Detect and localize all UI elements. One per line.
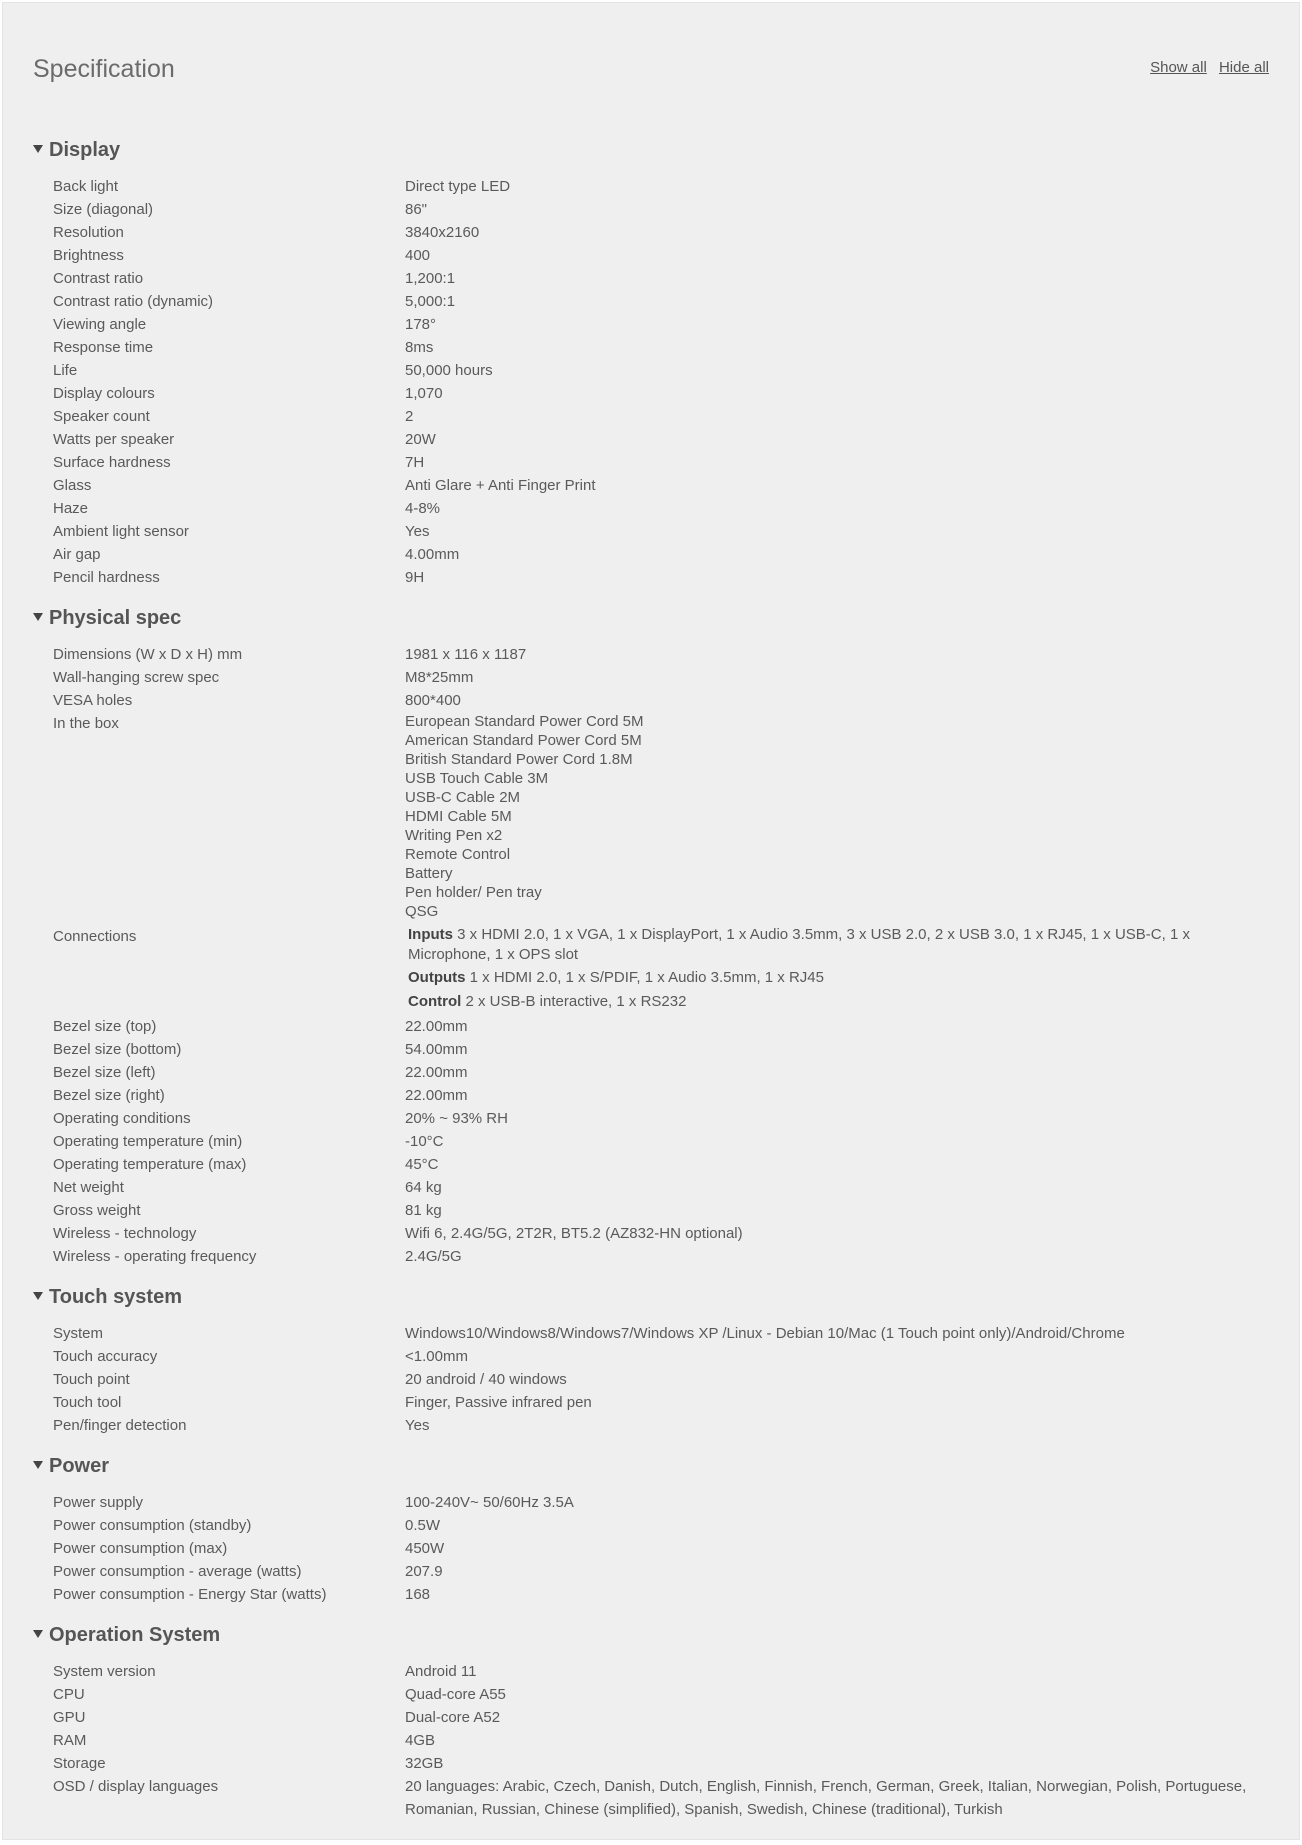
section-title: Physical spec — [49, 606, 182, 629]
spec-label: Air gap — [53, 546, 101, 563]
spec-row — [33, 1660, 1269, 1683]
spec-row — [33, 1322, 1269, 1345]
in-box-item: HDMI Cable 5M — [405, 808, 512, 825]
spec-label: RAM — [53, 1732, 87, 1749]
spec-label: Pen/finger detection — [53, 1417, 187, 1434]
spec-row — [33, 1222, 1269, 1245]
spec-row — [33, 244, 1269, 267]
spec-row — [33, 428, 1269, 451]
spec-value: 450W — [405, 1540, 445, 1557]
spec-value: 22.00mm — [405, 1087, 468, 1104]
spec-label: Glass — [53, 477, 92, 494]
spec-label: Dimensions (W x D x H) mm — [53, 646, 243, 663]
connection-key: Inputs — [408, 926, 453, 943]
spec-value: 20% ~ 93% RH — [405, 1110, 508, 1127]
spec-label: Watts per speaker — [53, 431, 175, 448]
spec-label: Speaker count — [53, 408, 150, 425]
spec-label: Bezel size (top) — [53, 1018, 157, 1035]
spec-row — [33, 1153, 1269, 1176]
spec-label: Storage — [53, 1755, 106, 1772]
spec-label: Touch point — [53, 1371, 130, 1388]
spec-label: Wireless - operating frequency — [53, 1248, 257, 1265]
spec-row — [33, 382, 1269, 405]
spec-row — [33, 1199, 1269, 1222]
spec-label: Touch accuracy — [53, 1348, 158, 1365]
section-toggle[interactable] — [33, 601, 1269, 635]
spec-header — [33, 55, 1269, 89]
spec-label: Operating temperature (min) — [53, 1133, 243, 1150]
spec-value: Quad-core A55 — [405, 1686, 506, 1703]
spec-label: Power consumption (max) — [53, 1540, 228, 1557]
spec-label: Haze — [53, 500, 89, 517]
spec-section-operation-system — [33, 1618, 1269, 1821]
spec-value: 22.00mm — [405, 1064, 468, 1081]
spec-label: Wall-hanging screw spec — [53, 669, 220, 686]
spec-label: In the box — [53, 715, 119, 732]
spec-row — [33, 1775, 1269, 1821]
section-rows — [33, 1322, 1269, 1437]
spec-value: 86" — [405, 201, 428, 218]
spec-value: Windows10/Windows8/Windows7/Windows XP /Linux - Debian 10/Mac (1 Touch point only)/Android/Chrome — [405, 1325, 1125, 1342]
in-box-item: Writing Pen x2 — [405, 827, 503, 844]
spec-label: Brightness — [53, 247, 124, 264]
spec-label: Back light — [53, 178, 119, 195]
spec-row — [33, 643, 1269, 666]
spec-label: Touch tool — [53, 1394, 122, 1411]
spec-row — [33, 1491, 1269, 1514]
spec-row — [33, 566, 1269, 589]
spec-value: 7H — [405, 454, 425, 471]
spec-row — [33, 666, 1269, 689]
spec-row-connections — [33, 925, 1269, 1015]
hide-all-link[interactable]: Hide all — [1218, 59, 1269, 76]
spec-value: 5,000:1 — [405, 293, 456, 310]
spec-value: 64 kg — [405, 1179, 442, 1196]
spec-value: 20 languages: Arabic, Czech, Danish, Dutch, English, Finnish, French, German, Greek, Italian, Norwegian, Polish, Portuguese, Romanian, Russian, Chinese (simplified), Spanish, Swedish, Chinese (traditional), Turkish — [405, 1778, 1247, 1818]
spec-row — [33, 175, 1269, 198]
connection-key: Outputs — [408, 969, 466, 986]
spec-value: 9H — [405, 569, 425, 586]
spec-section-touch-system — [33, 1280, 1269, 1437]
spec-row — [33, 1176, 1269, 1199]
spec-row — [33, 1560, 1269, 1583]
spec-value: 32GB — [405, 1755, 444, 1772]
spec-value: 207.9 — [405, 1563, 443, 1580]
spec-value: 178° — [405, 316, 437, 333]
spec-row — [33, 1245, 1269, 1268]
spec-row — [33, 1038, 1269, 1061]
spec-value: 168 — [405, 1586, 431, 1603]
spec-label: Operating conditions — [53, 1110, 191, 1127]
spec-row — [33, 267, 1269, 290]
in-box-item: American Standard Power Cord 5M — [405, 732, 642, 749]
caret-down-icon — [33, 1461, 43, 1469]
spec-value: 4GB — [405, 1732, 436, 1749]
page-title: Specification — [33, 55, 175, 83]
spec-row — [33, 1537, 1269, 1560]
spec-row — [33, 359, 1269, 382]
spec-row — [33, 1391, 1269, 1414]
spec-value: 45°C — [405, 1156, 439, 1173]
spec-value: 2.4G/5G — [405, 1248, 462, 1265]
spec-row — [33, 1345, 1269, 1368]
spec-value: Yes — [405, 1417, 430, 1434]
spec-row — [33, 198, 1269, 221]
spec-label: Response time — [53, 339, 154, 356]
spec-value: M8*25mm — [405, 669, 474, 686]
section-title: Touch system — [49, 1285, 182, 1308]
connection-entry — [405, 968, 1265, 988]
spec-row — [33, 1084, 1269, 1107]
in-box-item: QSG — [405, 903, 439, 920]
caret-down-icon — [33, 1292, 43, 1300]
spec-label: System version — [53, 1663, 156, 1680]
spec-label: Bezel size (left) — [53, 1064, 156, 1081]
connection-key: Control — [408, 992, 462, 1010]
spec-row — [33, 1583, 1269, 1606]
spec-row — [33, 1414, 1269, 1437]
spec-row — [33, 1130, 1269, 1153]
spec-label: Display colours — [53, 385, 155, 402]
spec-value: 2 — [405, 408, 414, 425]
section-toggle[interactable] — [33, 1280, 1269, 1314]
spec-value: 20 android / 40 windows — [405, 1371, 567, 1388]
spec-row — [33, 1368, 1269, 1391]
spec-label: Net weight — [53, 1179, 124, 1196]
spec-label: Viewing angle — [53, 316, 147, 333]
spec-value: 54.00mm — [405, 1041, 468, 1058]
spec-value: 0.5W — [405, 1517, 441, 1534]
spec-row — [33, 313, 1269, 336]
spec-value: 8ms — [405, 339, 434, 356]
spec-value: Anti Glare + Anti Finger Print — [405, 477, 596, 494]
connection-entry — [405, 925, 1265, 964]
spec-section-physical-spec — [33, 601, 1269, 1268]
spec-row — [33, 451, 1269, 474]
spec-row — [33, 290, 1269, 313]
spec-value: 4-8% — [405, 500, 441, 517]
spec-section-power — [33, 1449, 1269, 1606]
connection-entry — [405, 992, 1265, 1012]
section-toggle[interactable] — [33, 133, 1269, 167]
show-all-link[interactable]: Show all — [1150, 59, 1207, 76]
spec-row — [33, 1729, 1269, 1752]
caret-down-icon — [33, 613, 43, 621]
toggle-links — [1142, 59, 1269, 76]
spec-value: Yes — [405, 523, 430, 540]
spec-row — [33, 405, 1269, 428]
spec-label: Surface hardness — [53, 454, 171, 471]
spec-value: <1.00mm — [405, 1348, 468, 1365]
in-box-item: Battery — [405, 865, 453, 882]
in-box-item: USB-C Cable 2M — [405, 789, 521, 806]
spec-value: Wifi 6, 2.4G/5G, 2T2R, BT5.2 (AZ832-HN optional) — [405, 1225, 743, 1242]
spec-label: Gross weight — [53, 1202, 141, 1219]
spec-label: VESA holes — [53, 692, 133, 709]
spec-label: Resolution — [53, 224, 124, 241]
spec-value: 20W — [405, 431, 436, 448]
spec-label: System — [53, 1325, 104, 1342]
spec-label: Bezel size (bottom) — [53, 1041, 182, 1058]
section-rows — [33, 1660, 1269, 1821]
spec-label: Power consumption - average (watts) — [53, 1563, 302, 1580]
spec-label: Operating temperature (max) — [53, 1156, 247, 1173]
spec-row — [33, 1706, 1269, 1729]
section-title: Operation System — [49, 1623, 221, 1646]
in-box-item: British Standard Power Cord 1.8M — [405, 751, 633, 768]
spec-value: 100-240V~ 50/60Hz 3.5A — [405, 1494, 574, 1511]
spec-row-in-the-box — [33, 712, 1269, 921]
spec-label: Power consumption (standby) — [53, 1517, 252, 1534]
connection-text: 1 x HDMI 2.0, 1 x S/PDIF, 1 x Audio 3.5mm, 1 x RJ45 — [469, 969, 824, 986]
connection-text: 2 x USB-B interactive, 1 x RS232 — [465, 992, 687, 1010]
spec-label: OSD / display languages — [53, 1778, 219, 1795]
spec-row — [33, 1107, 1269, 1130]
caret-down-icon — [33, 1630, 43, 1638]
spec-value: 3840x2160 — [405, 224, 480, 241]
section-rows — [33, 643, 1269, 1268]
spec-value: -10°C — [405, 1133, 444, 1150]
spec-value: 800*400 — [405, 692, 461, 709]
in-box-item: Remote Control — [405, 846, 511, 863]
spec-row — [33, 543, 1269, 566]
spec-label: Contrast ratio (dynamic) — [53, 293, 214, 310]
spec-row — [33, 1683, 1269, 1706]
spec-value: 22.00mm — [405, 1018, 468, 1035]
in-box-item: European Standard Power Cord 5M — [405, 713, 644, 730]
spec-row — [33, 221, 1269, 244]
section-toggle[interactable] — [33, 1449, 1269, 1483]
in-box-list — [405, 712, 1269, 921]
section-rows — [33, 175, 1269, 589]
spec-panel — [2, 2, 1300, 1840]
spec-label: Life — [53, 362, 78, 379]
spec-row — [33, 1514, 1269, 1537]
spec-label: Wireless - technology — [53, 1225, 197, 1242]
spec-row — [33, 1061, 1269, 1084]
spec-sections — [33, 133, 1269, 1833]
spec-value: Dual-core A52 — [405, 1709, 501, 1726]
spec-label: Power supply — [53, 1494, 144, 1511]
spec-row — [33, 689, 1269, 712]
spec-row — [33, 1752, 1269, 1775]
spec-row — [33, 474, 1269, 497]
spec-value: Android 11 — [405, 1663, 477, 1680]
section-toggle[interactable] — [33, 1618, 1269, 1652]
spec-value: Finger, Passive infrared pen — [405, 1394, 592, 1411]
spec-value: 400 — [405, 247, 431, 264]
spec-value: Direct type LED — [405, 178, 511, 195]
section-title: Display — [49, 138, 121, 161]
in-box-item: Pen holder/ Pen tray — [405, 884, 542, 901]
spec-label: Contrast ratio — [53, 270, 144, 287]
spec-value: 50,000 hours — [405, 362, 493, 379]
spec-value: 1981 x 116 x 1187 — [405, 646, 527, 663]
spec-value: 1,070 — [405, 385, 443, 402]
spec-value: 4.00mm — [405, 546, 460, 563]
spec-value: 1,200:1 — [405, 270, 456, 287]
spec-section-display — [33, 133, 1269, 589]
in-box-item: USB Touch Cable 3M — [405, 770, 549, 787]
spec-label: CPU — [53, 1686, 85, 1703]
caret-down-icon — [33, 145, 43, 153]
spec-label: Bezel size (right) — [53, 1087, 165, 1104]
spec-label: GPU — [53, 1709, 86, 1726]
spec-label: Size (diagonal) — [53, 201, 154, 218]
spec-value: 81 kg — [405, 1202, 442, 1219]
spec-row — [33, 336, 1269, 359]
spec-row — [33, 1015, 1269, 1038]
spec-label: Ambient light sensor — [53, 523, 189, 540]
connections-list — [405, 925, 1269, 1015]
section-title: Power — [49, 1454, 110, 1477]
spec-row — [33, 497, 1269, 520]
section-rows — [33, 1491, 1269, 1606]
spec-label: Power consumption - Energy Star (watts) — [53, 1586, 327, 1603]
spec-label: Pencil hardness — [53, 569, 160, 586]
connection-text: 3 x HDMI 2.0, 1 x VGA, 1 x DisplayPort, 1 x Audio 3.5mm, 3 x USB 2.0, 2 x USB 3.0, 1 x RJ45, 1 x USB-C, 1 x Microphone, 1 x OPS slot — [408, 926, 1190, 963]
spec-label: Connections — [53, 928, 137, 945]
spec-row — [33, 520, 1269, 543]
